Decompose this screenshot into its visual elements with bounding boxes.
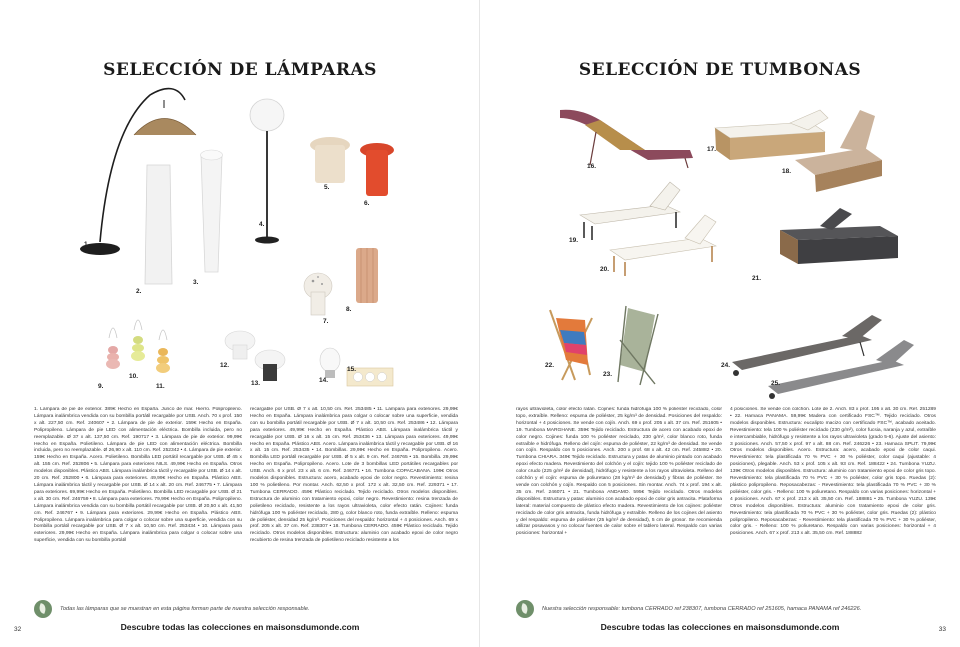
- item-number-15: 15.: [347, 366, 357, 373]
- product-image-23: [618, 306, 658, 385]
- item-number-18: 18.: [782, 168, 792, 175]
- product-image-14: [320, 348, 340, 378]
- responsible-selection-note-right: [516, 599, 936, 619]
- product-image-9: [106, 328, 120, 369]
- page-number-right: 33: [938, 626, 946, 633]
- item-number-12: 12.: [220, 362, 230, 369]
- product-description-column-1: 1. Lámpara de pie de exterior. 389€ Hecho en España. Junco de mar. Hierro. Polipropileno. Lámpara inalámbrica vendida con su bombilla portátil recargable por USB. Anch. 70 x prof. 150 x alt. 227,50 cm. Ref. 240607 • 2. Lámpara de pie de exterior. 159€ Hecho en España. Polipropileno. Lámpara de pie LED con alimentación eléctrica. Bombilla incluida, pero no reemplazable. Ø 37 x alt. 137,50 cm. Ref. 190717 • 3. Lámpara de pie de exterior. 99,99€ Hecho en España. Polietileno. Lámpara de pie LED con alimentación eléctrica. Bombilla incluida, pero no reemplazable. Ø 26,90 x alt. 110 cm. Ref. 252342 • 4. Lámpara de pie exterior. 159€ Hecho en España. Acero. Polietileno. Bombilla LED portátil recargable por USB. Ø 45 x alt. 155 cm. Ref. 252806 • 5. Lámpara para exteriores NILS. 49,99€ Hecho en España. Otros modelos disponibles. Plástico ABS. Lámpara inalámbrica táctil y recargable por USB. Ø 14 x alt. 20 cm. Ref. 252800 • 6. Lámpara para exteriores. 49,99€ Hecho en España. Plástico ABS. Lámpara inalámbrica táctil y recargable por USB. Ø 14 x alt. 20 cm. Ref. 246775 • 7. Lámpara para exteriores. 69,99€ Hecho en España. Polietileno. Bombilla LED recargable por USB. Ø 21 x alt. 30 cm. Ref. 246759 • 8. Lámpara para exteriores. 79,99€ Hecho en España. Polipropileno. Lámpara inalámbrica vendida con su bombilla portátil recargable por USB. Ø 20,50 x alt. 41,50 cm. Ref. 246767 • 9. Lámpara para exteriores. 29,99€ Hecho en España. Plástico ABS. Polipropileno. Lámpara inalámbrica para colgar o colocar sobre una superficie, vendida con su bombilla portátil recargable por USB. Ø 7 x alt. 10,50 cm. Ref. 253434 • 10. Lámpara para exteriores. 29,99€ Hecho en España. Lámpara inalámbrica para colgar o colocar sobre una superficie, vendida con su bombilla portátil: [34, 407, 242, 544]
- item-number-19: 19.: [569, 237, 579, 244]
- product-image-17: [715, 110, 828, 160]
- leaf-icon: [34, 600, 52, 618]
- product-image-2: [145, 165, 172, 284]
- product-image-22: [550, 310, 592, 380]
- item-number-24: 24.: [721, 362, 731, 369]
- product-image-1: [80, 89, 196, 255]
- item-number-22: 22.: [545, 362, 555, 369]
- product-image-16: [560, 110, 693, 168]
- product-image-8: [356, 248, 378, 303]
- item-number-2: 2.: [136, 288, 142, 295]
- item-number-16: 16.: [587, 163, 597, 170]
- product-image-3: [201, 150, 223, 272]
- item-number-6: 6.: [364, 200, 370, 207]
- product-description-column-4: 4 posiciones. Se vende con colchón. Lote de 2. Anch. 83 x prof. 195 x alt. 30 cm. Ref. 251289 • 22. Hamaca PANAMA. 59,99€ Madera con certificado FSC™. Tejido reciclado. Otros modelos disponibles. Estructura: eucalipto macizo con certificado FSC™, acabado aceitado. Revestimiento: tela 100 % poliéster reciclado (230 g/m²), color fucsia, naranja y azul, extraíble e intercambiable, hidrófugo y resistente a los rayos ultravioleta (grado 5-6). Ajuste del asiento: 3 posiciones. Anch. 57,50 x prof. 97 x alt. 88 cm. Ref. 246226 • 23. Hamaca SPLIT. 79,99€ Otros modelos disponibles. Acero. Estructura: acero, acabado epoxi de color caqui. Revestimiento: tela plastificada 70 % PVC + 30 % poliéster, color caqui (ajustable: 4 posiciones), plegable. Anch. 53 x prof. 105 x alt. 93 cm. Ref. 188422 • 24. Tumbona YUZU. 139€ Otros modelos disponibles. Estructura: aluminio con tratamiento epoxi de color gris topo. Revestimiento: tela plastificada 70 % PVC + 30 % poliéster, color gris topo. Ruedas (2): plástico polipropileno. Reposacabezas: - Revestimiento: tela plastificada 70 % PVC + 30 % poliéster, color gris. - Relleno: 100 % poliuretano. Respaldo con varias posiciones: horizontal + 4 posiciones. Anch. 67 x prof. 213 x alt. 35,50 cm. Ref. 188881 • 25. Tumbona YUZU. 139€ Otros modelos disponibles. Estructura: aluminio con tratamiento epoxi de color gris. Revestimiento: tela plastificada 70 % PVC + 30 % poliéster, color gris. Ruedas (2): plástico polipropileno. Reposacabezas: - Revestimiento: tela plastificada 70 % PVC + 30 % poliéster, color gris. - Relleno: 100 % poliuretano. Respaldo con varias posiciones: horizontal + 4 posiciones. Anch. 67 x prof. 213 x alt. 35,50 cm. Ref. 188882: [730, 407, 936, 537]
- item-number-8: 8.: [346, 306, 352, 313]
- item-number-5: 5.: [324, 184, 330, 191]
- product-image-7: [304, 273, 332, 315]
- product-image-5: [310, 137, 350, 183]
- product-image-13: [255, 350, 285, 381]
- footer-link-text-right[interactable]: Descubre todas las colecciones en maisonsdumonde.com: [600, 622, 840, 632]
- item-number-13: 13.: [251, 380, 261, 387]
- page-number: 32: [14, 626, 22, 633]
- right-page: [480, 0, 960, 647]
- product-image-20: [610, 215, 716, 276]
- product-image-6: [360, 143, 394, 196]
- loungers-illustration: [480, 0, 960, 400]
- item-number-14: 14.: [319, 377, 329, 384]
- product-image-19: [580, 182, 680, 240]
- product-image-21: [780, 208, 898, 264]
- item-number-3: 3.: [193, 279, 199, 286]
- item-number-21: 21.: [752, 275, 762, 282]
- lamps-illustration: [0, 0, 480, 400]
- item-number-25: 25.: [771, 380, 781, 387]
- item-number-11: 11.: [156, 383, 165, 390]
- product-description-column-2: recargable por USB. Ø 7 x alt. 10,50 cm. Ref. 253485 • 11. Lámpara para exteriores. 29,99€ Hecho en España. Lámpara inalámbrica para colgar o colocar sobre una superficie, vendida con su bombilla portátil recargable por USB. Ø 7 x alt. 10,50 cm. Ref. 253486 • 12. Lámpara para exteriores. 49,99€ Hecho en España. Plástico ABS. Lámpara inalámbrica táctil y recargable por USB. Ø 16 x alt. 15 cm. Ref. 253436 • 13. Lámpara para exteriores. 49,99€ Hecho en España. Plástico ABS. Acero. Lámpara inalámbrica táctil y recargable por USB. Ø 16 x alt. 15 cm. Ref. 253435 • 14. Bombillas. 29,99€ Hecho en España. Polipropileno. Acero. Bombilla LED portátil recargable por USB. Ø 5 x alt. 9 cm. Ref. 246765 • 15. Bombilla. 29,99€ Hecho en España. Polipropileno. Acero. Lote de 3 bombillas LED portátiles recargables por USB. Anch. 6 x prof. 23 x alt. 6 cm. Ref. 246771 • 16. Tumbona COPACABANA. 199€ Otros modelos disponibles. Estructura: acero, acabado epoxi de color negro. Revestimiento: resina 100 % polietileno. Por montar. Anch. 62,50 x prof. 172 x alt. 32,50 cm. Ref. 229371 • 17. Tumbona CERRADO. 459€ Plástico reciclado. Tejido reciclado. Otros modelos disponibles. Estructura de aluminio con tratamiento epoxi, color negro. Revestimiento: resina trenzada de polietileno reciclado, resistente a los rayos ultravioleta, color efecto ratán. Cojines: funda hidrófuga 100 % poliéster reciclado, 280 g, color blanco roto, funda extraíble. Relleno: espuma de poliéster, densidad 25 kg/m³. Posiciones del respaldo: horizontal + 4 posiciones. Anch. 69 x prof. 205 x alt. 37 cm. Ref. 238307 • 18. Tumbona CERRADO. 459€ Plástico reciclado. Tejido reciclado. Otros modelos disponibles. Estructura: aluminio con acabado epoxi de color negro recubierto de resina trenzada de polietileno reciclado resistente a los: [250, 407, 458, 544]
- footer-link-text[interactable]: Descubre todas las colecciones en maisonsdumonde.com: [120, 622, 360, 632]
- leaf-icon: [516, 600, 534, 618]
- responsible-selection-note: [34, 599, 454, 619]
- item-number-9: 9.: [98, 383, 104, 390]
- page-title-lamps: SELECCIÓN DE LÁMPARAS: [103, 60, 377, 80]
- item-number-10: 10.: [129, 373, 139, 380]
- product-image-10: [131, 320, 145, 361]
- responsible-note-text-right: Nuestra selección responsable: tumbona CERRADO ref 238307, tumbona CERRADO ref 251605, hamaca PANAMA ref 246226.: [542, 606, 862, 612]
- product-image-12: [225, 331, 255, 359]
- item-number-1: 1.: [84, 241, 90, 248]
- item-number-23: 23.: [603, 371, 613, 378]
- product-description-column-3: rayos ultravioleta, color efecto ratán. Cojines: funda hidrófuga 100 % poliéster reciclado, color topo, extraíble. Relleno: espuma de poliéster, 25 kg/m³ de densidad. Posiciones del respaldo: horizontal + 4 posiciones. Se vende con cojín. Anch. 69 x prof. 205 x alt. 37 cm. Ref. 251605 • 19. Tumbona MARGHANE. 359€ Tejido reciclado. Estructura de acero con acabado epoxi de color negro. Cojines: funda 100 % poliéster reciclado, 230 g/m², color blanco roto, funda extraíble e hidrófuga. Relleno del cojín: espuma de poliéster, 22 kg/m³ de densidad. Se vende con cojín. Respaldo con 5 posiciones. Anch. 200 x prof. 68 x alt. 42 cm. Ref. 245882 • 20. Tumbona CHIARA. 349€ Tejido reciclado. Estructura y patas de aluminio pintado con acabado epoxi efecto madera. Revestimiento del colchón y el cojín: tejido 100 % poliéster reciclado de color crudo (225 g/m² de densidad), hidrófugo y resistente a los rayos ultravioleta. Relleno del colchón y el cojín: espuma de poliuretano (28 kg/m³ de densidad) y fibras de poliéster. Se vende con colchón y cojín. Respaldo con 5 posiciones. Sin montar. Anch. 74 x prof. 194 x alt. 35 cm. Ref. 246071 • 21. Tumbona ANDAMO. 595€ Tejido reciclado. Otros modelos disponibles. Estructura y patas: aluminio con acabado epoxi de color gris antracita. Plataforma lateral: material compuesto de plástico efecto madera. Revestimiento de los cojines: poliéster reciclado de color gris antracita, funda hidrófuga y extraíble. Relleno de los cojines del asiento y del respaldo: espuma de poliéster (25 kg/m³ de densidad), 5 cm de grosor. Se recomienda utilizar posavasos y no colocar fuentes de calor sobre el tablero lateral. Respaldo con varias posiciones: horizontal +: [516, 407, 722, 537]
- page-title-loungers: SELECCIÓN DE TUMBONAS: [578, 60, 862, 80]
- item-number-7: 7.: [323, 318, 329, 325]
- responsible-note-text: Todas las lámparas que se muestran en esta página forman parte de nuestra selección responsable.: [60, 606, 310, 612]
- item-number-4: 4.: [259, 221, 265, 228]
- item-number-20: 20.: [600, 266, 610, 273]
- item-number-17: 17.: [707, 146, 717, 153]
- product-image-25: [768, 340, 914, 399]
- product-image-4: [250, 99, 284, 244]
- product-image-11: [156, 330, 170, 373]
